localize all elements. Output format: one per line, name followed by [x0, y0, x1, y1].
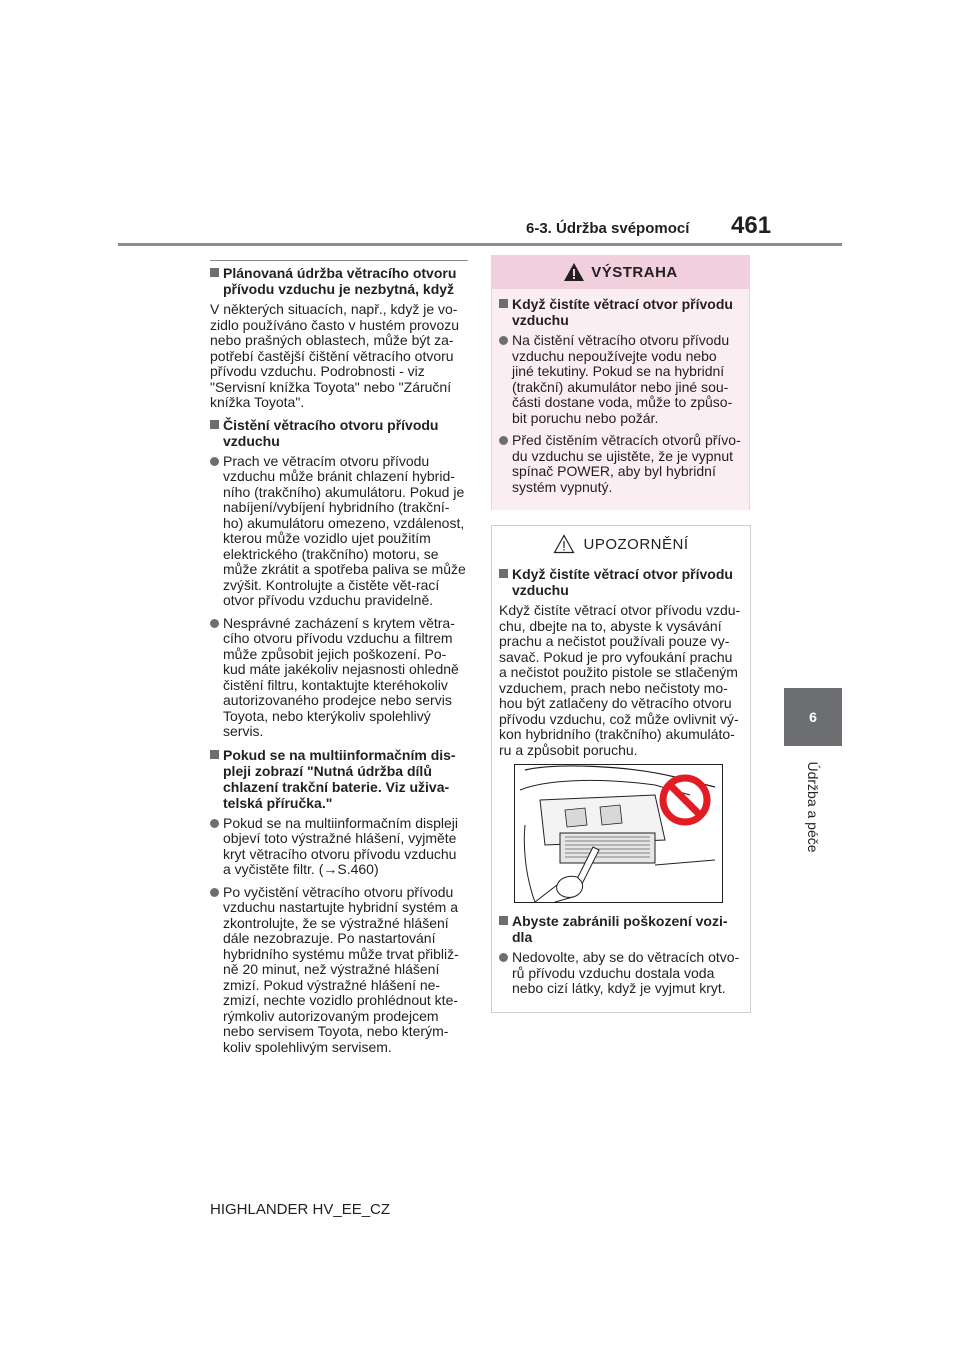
caution-title: UPOZORNĚNÍ [583, 535, 689, 553]
paragraph: Když čistíte větrací otvor přívodu vzdu-chu, dbejte na to, abyste k vysávání prachu a nečistot používali pouze vy-savač. Pokud je pro vyfoukání prachu a nečistot použito pistole se stlačeným vzduchem, prach nebo nečistoty mo-hou být zatlačeny do větracího otvoru přívodu vzduchu, což může ovlivnit vý-kon hybridního (trakčního) akumuláto-ru a způsobit poruchu. [499, 602, 741, 758]
warning-body [492, 289, 749, 510]
list-item [499, 950, 743, 997]
list-item [499, 433, 742, 495]
list-item [210, 454, 468, 609]
list-item-text: Pokud se na multiinformačním displeji objeví toto výstražné hlášení, vyjměte kryt větracího otvoru přívodu vzduchu a vyčistěte filtr. (→S.460) [223, 814, 458, 877]
caution-subhead [499, 566, 743, 598]
chapter-label [784, 752, 842, 862]
square-bullet-icon [499, 569, 508, 578]
square-bullet-icon [499, 916, 508, 925]
heading-text: Čistění větracího otvoru přívodu vzduchu [223, 416, 439, 449]
section-heading [210, 265, 468, 297]
warning-subhead [499, 296, 742, 328]
warning-box [491, 255, 750, 510]
header-rule [118, 243, 842, 246]
list-item-text: Před čistěním větracích otvorů přívo-du vzduchu se ujistěte, že je vypnut spínač POWER, aby byl hybridní systém vypnutý. [512, 432, 741, 495]
left-column [210, 261, 468, 1062]
round-bullet-icon [210, 819, 219, 828]
square-bullet-icon [210, 750, 219, 759]
round-bullet-icon [499, 336, 508, 345]
caution-header [492, 526, 750, 562]
vent-cleaning-illustration [514, 764, 723, 903]
warning-triangle-icon [563, 262, 585, 282]
vacuum-illustration [515, 765, 722, 902]
caution-triangle-icon [553, 534, 575, 554]
heading-text: Když čistíte větrací otvor přívodu vzduchu [512, 296, 733, 328]
list-item [499, 333, 742, 426]
chapter-label-text: Údržba a péče [805, 761, 821, 853]
round-bullet-icon [210, 888, 219, 897]
model-footer: HIGHLANDER HV_EE_CZ [210, 1201, 391, 1218]
paragraph: V některých situacích, např., když je vo-zidlo používáno často v hustém provozu nebo prašných oblastech, může být za-potřebí častější čištění větracího otvoru přívodu vzduchu. Podrobnosti - viz "Servisní knížka Toyota" nebo "Záruční knížka Toyota". [210, 301, 460, 410]
heading-text: Když čistíte větrací otvor přívodu vzduchu [512, 566, 733, 598]
round-bullet-icon [210, 619, 219, 628]
list-item-text: Na čistění větracího otvoru přívodu vzduchu nepoužívejte vodu nebo jiné tekutiny. Pokud se na hybridní (trakční) akumulátor nebo jiné sou-části dostane voda, může to způso-bit poruchu nebo požár. [512, 332, 733, 426]
heading-text: Pokud se na multiinformačním dis-pleji zobrazí "Nutná údržba dílů chlazení trakční baterie. Viz uživa-telská příručka." [223, 746, 456, 811]
section-heading [210, 417, 468, 449]
caution-body [492, 566, 750, 997]
warning-header [491, 255, 750, 289]
list-item-text: Po vyčistění větracího otvoru přívodu vzduchu nastartujte hybridní systém a zkontrolujte, že se výstražné hlášení dále nezobrazuje. Po nastartování hybridního systému může trvat přibliž-ně 20 minut, než výstražné hlášení zmizí. Pokud výstražné hlášení ne-zmizí, nechte vozidlo prohlédnout kte-rýmkoliv autorizovaným prodejcem nebo servisem Toyota, nebo kterým-koliv spolehlivým servisem. [223, 883, 459, 1055]
page-number: 461 [731, 212, 772, 239]
list-item-text: Prach ve větracím otvoru přívodu vzduchu může bránit chlazení hybrid-ního (trakčního) akumulátoru. Pokud je nabíjení/vybíjení hybridního (trakční-ho) akumulátoru omezeno, vzdálenost, kterou může vozidlo ujet použitím elektrického (trakčního) motoru, se může zkrátit a spotřeba paliva se může zvýšit. Kontrolujte a čistěte vět-rací otvor přívodu vzduchu pravidelně. [223, 452, 466, 608]
caution-subhead [499, 913, 743, 945]
round-bullet-icon [499, 436, 508, 445]
square-bullet-icon [210, 268, 219, 277]
caution-box [491, 525, 751, 1013]
round-bullet-icon [210, 457, 219, 466]
list-item-text: Nesprávné zacházení s krytem větra-cího otvoru přívodu vzduchu a filtrem může způsobit jejich poškození. Po-kud máte jakékoliv nejasnosti ohledně čistění filtru, kontaktujte kteréhokoliv autorizovaného prodejce nebo servis Toyota, nebo kterýkoliv spolehlivý servis. [223, 614, 459, 739]
list-item [210, 885, 468, 1056]
section-heading [210, 747, 468, 811]
list-item-text: Nedovolte, aby se do větracích otvo-rů přívodu vzduchu dostala voda nebo cizí látky, když je vyjmut kryt. [512, 949, 740, 996]
heading-text: Abyste zabránili poškození vozi-dla [512, 913, 728, 945]
round-bullet-icon [499, 953, 508, 962]
heading-text: Plánovaná údržba větracího otvoru přívodu vzduchu je nezbytná, když [223, 265, 457, 297]
chapter-tab[interactable]: 6 [784, 688, 842, 746]
warning-title: VÝSTRAHA [591, 263, 678, 281]
square-bullet-icon [210, 420, 219, 429]
list-item [210, 816, 468, 878]
section-title: 6-3. Údržba svépomocí [526, 220, 690, 237]
square-bullet-icon [499, 299, 508, 308]
list-item [210, 616, 468, 740]
